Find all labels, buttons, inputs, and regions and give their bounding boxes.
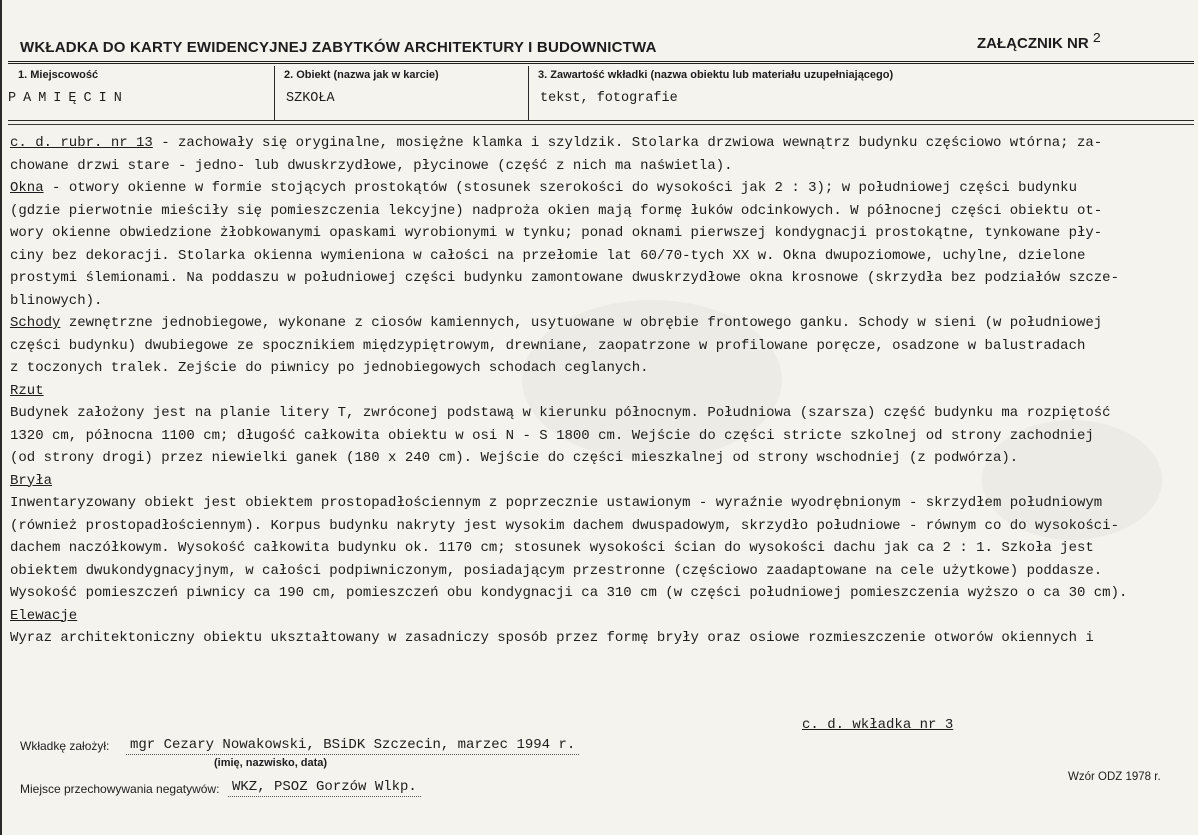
- line-text: Inwentaryzowany obiekt jest obiektem prostopadłościennym z poprzecznie ustawionym - wyraźnie wyodrębnionym - skrzydłem południowym: [10, 495, 1103, 511]
- text-line: [10, 200, 1194, 223]
- continuation-reference: c. d. wkładka nr 3: [802, 717, 954, 733]
- text-line: [10, 245, 1194, 268]
- section-heading: Bryła: [10, 472, 53, 489]
- section-heading: c. d. rubr. nr 13: [10, 135, 153, 151]
- text-line: [10, 447, 1194, 470]
- line-text: 1320 cm, północna 1100 cm; długość całkowita obiektu w osi N - S 1800 cm. Wejście do części stricte szkolnej od strony zachodniej: [10, 427, 1094, 444]
- field-object-label: 2. Obiekt (nazwa jak w karcie): [284, 69, 439, 81]
- negatives-storage-label: Miejsce przechowywania negatywów:: [20, 782, 220, 796]
- body-rule: [8, 124, 1194, 125]
- line-text: części budynku) dwubiegowe ze spocznikiem międzypiętrowym, drewniane, zaopatrzone w profilowane poręcze, osadzone w balustradach: [10, 337, 1086, 354]
- annex-label: [977, 31, 1102, 53]
- line-text: prostymi ślemionami. Na poddaszu w południowej części budynku zamontowane dwuskrzydłowe okna krosnowe (skrzydła bez podziałów szcze-: [10, 270, 1119, 286]
- form-title: WKŁADKA DO KARTY EWIDENCYJNEJ ZABYTKÓW ARCHITEKTURY I BUDOWNICTWA: [20, 39, 657, 56]
- annex-label-text: ZAŁĄCZNIK NR: [977, 35, 1089, 52]
- section-heading: Schody: [10, 315, 61, 331]
- text-line: [10, 515, 1194, 538]
- text-line: [10, 492, 1194, 515]
- negatives-storage-value: WKZ, PSOZ Gorzów Wlkp.: [228, 779, 421, 797]
- text-line: [10, 537, 1194, 560]
- field-object: [274, 66, 529, 120]
- field-contents: [528, 66, 1194, 120]
- line-text: - otwory okienne w formie stojących prostokątów (stosunek szerokości do wysokości jak 2 : 3); w południowej części budynku: [43, 180, 1077, 196]
- text-line: [10, 605, 1194, 628]
- line-text: wory okienne obwiedzione żłobkowanymi opaskami wyrobionymi w tynku; ponad oknami pierwszej kondygnacji prostokątne, tynkowane pły-: [10, 225, 1103, 241]
- field-locality-label: 1. Miejscowość: [18, 69, 99, 81]
- prepared-by-caption: (imię, nazwisko, data): [214, 757, 328, 769]
- prepared-by-value: mgr Cezary Nowakowski, BSiDK Szczecin, marzec 1994 r.: [126, 737, 579, 755]
- text-line: [10, 402, 1194, 425]
- text-line: [10, 132, 1194, 155]
- line-text: blinowych).: [10, 292, 103, 309]
- text-line: [10, 312, 1194, 335]
- text-line: [10, 380, 1194, 403]
- field-locality-value: PAMIĘCIN: [8, 91, 129, 106]
- line-text: Budynek założony jest na planie litery T, zwróconej podstawą w kierunku północnym. Południowa (szarsza) część budynku ma rozpiętość: [10, 405, 1111, 421]
- line-text: obiektem dwukondygnacyjnym, w całości podpiwniczonym, posiadającym przestronne (częściowo zaadaptowane na cele użytkowe) poddasze.: [10, 562, 1103, 579]
- text-line: [10, 470, 1194, 493]
- section-heading: Elewacje: [10, 607, 78, 624]
- line-text: - zachowały się oryginalne, mosiężne klamka i szyldzik. Stolarka drzwiowa wewnątrz budynku częściowo wtórna; za-: [152, 135, 1103, 151]
- text-line: [10, 290, 1194, 313]
- form-model: Wzór ODZ 1978 r.: [1068, 771, 1161, 783]
- section-heading: Rzut: [10, 382, 44, 399]
- line-text: (również prostopadłościennym). Korpus budynku nakryty jest wysokim dachem dwuspadowym, skrzydło południowe - równym co do wysokości-: [10, 517, 1119, 534]
- line-text: dachem naczółkowym. Wysokość całkowita budynku ok. 1170 cm; stosunek wysokości ścian do wysokości dachu jak ca 2 : 1. Szkoła jest: [10, 540, 1094, 556]
- field-object-value: SZKOŁA: [286, 91, 335, 106]
- text-line: [10, 425, 1194, 448]
- line-text: ciny bez dekoracji. Stolarka okienna wymieniona w całości na przełomie lat 60/70-tych XX w. Okna dwupoziomowe, uchylne, dzielone: [10, 247, 1086, 264]
- text-line: [10, 177, 1194, 200]
- text-line: [10, 222, 1194, 245]
- section-heading: Okna: [10, 180, 44, 196]
- line-text: Wysokość pomieszczeń piwnicy ca 190 cm, pomieszczeń obu kondygnacji ca 310 cm (w części południowej pomieszczenia wyższo o ca 30 cm).: [10, 585, 1128, 601]
- line-text: Wyraz architektoniczny obiektu ukształtowany w zasadniczy sposób przez formę bryły oraz osiowe rozmieszczenie otworów okiennych i: [10, 630, 1094, 646]
- form-fields: [8, 66, 1194, 121]
- field-contents-label: 3. Zawartość wkładki (nazwa obiektu lub materiału uzupełniającego): [538, 69, 894, 81]
- annex-number: 2: [1092, 31, 1102, 47]
- text-line: [10, 267, 1194, 290]
- field-contents-value: tekst, fotografie: [540, 91, 678, 106]
- text-line: [10, 560, 1194, 583]
- prepared-by-label: Wkładkę założył:: [20, 739, 110, 753]
- text-line: [10, 357, 1194, 380]
- line-text: (od strony drogi) przez niewielki ganek (180 x 240 cm). Wejście do części mieszkalnej od strony wschodniej (z podwórza).: [10, 450, 1019, 466]
- text-line: [10, 155, 1194, 178]
- line-text: (gdzie pierwotnie mieściły się pomieszczenia lekcyjne) nadproża okien mają formę łuków odcinkowych. W północnej części obiektu ot-: [10, 202, 1103, 219]
- field-locality: [8, 66, 275, 120]
- text-line: [10, 627, 1194, 650]
- text-line: [10, 335, 1194, 358]
- line-text: zewnętrzne jednobiegowe, wykonane z ciosów kamiennych, usytuowane w obrębie frontowego ganku. Schody w sieni (w południowej: [60, 315, 1103, 331]
- body-text: [10, 132, 1194, 650]
- line-text: z toczonych tralek. Zejście do piwnicy po jednobiegowych schodach ceglanych.: [10, 360, 649, 376]
- text-line: [10, 582, 1194, 605]
- line-text: chowane drzwi stare - jedno- lub dwuskrzydłowe, płycinowe (część z nich ma naświetla).: [10, 157, 733, 174]
